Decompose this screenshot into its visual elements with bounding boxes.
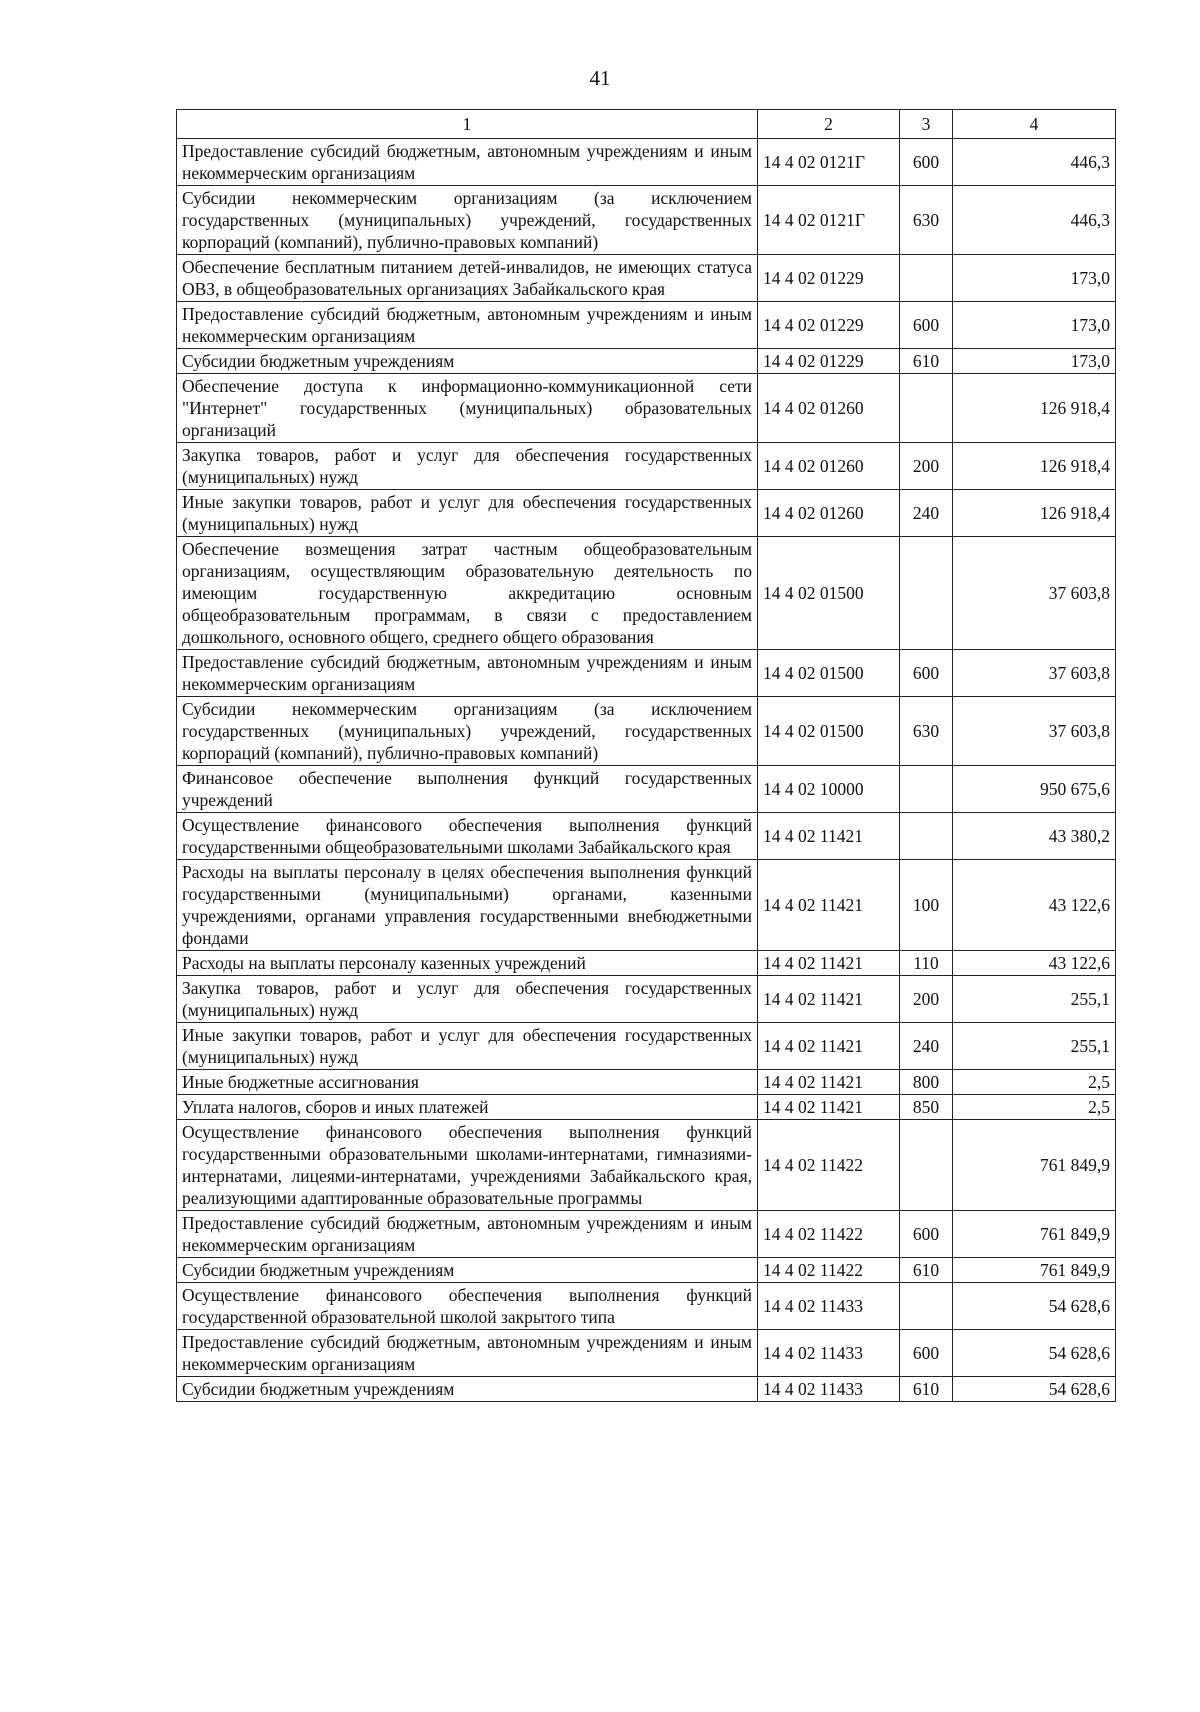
table-row <box>177 697 1116 766</box>
table-row <box>177 443 1116 490</box>
table-row <box>177 186 1116 255</box>
row-sum-cell: 173,0 <box>953 255 1116 302</box>
row-sum-cell: 761 849,9 <box>953 1211 1116 1258</box>
row-kind-cell: 200 <box>900 443 953 490</box>
row-code-cell: 14 4 02 11433 <box>758 1283 900 1330</box>
row-name-cell: Субсидии бюджетным учреждениям <box>177 1377 758 1402</box>
row-name-cell: Закупка товаров, работ и услуг для обеспечения государственных (муниципальных) нужд <box>177 443 758 490</box>
row-name-cell: Обеспечение возмещения затрат частным общеобразовательным организациям, осуществляющим образовательную деятельность по имеющим государственную аккредитацию основным общеобразовательным программам, в связи с предоставлением дошкольного, основного общего, среднего общего образования <box>177 537 758 650</box>
row-kind-cell: 800 <box>900 1070 953 1095</box>
row-code-cell: 14 4 02 01229 <box>758 349 900 374</box>
row-sum-cell: 54 628,6 <box>953 1330 1116 1377</box>
row-code-cell: 14 4 02 01260 <box>758 490 900 537</box>
row-sum-cell: 126 918,4 <box>953 374 1116 443</box>
budget-table <box>176 109 1116 1402</box>
row-code-cell: 14 4 02 11421 <box>758 1023 900 1070</box>
row-sum-cell: 446,3 <box>953 186 1116 255</box>
row-code-cell: 14 4 02 11421 <box>758 1095 900 1120</box>
row-code-cell: 14 4 02 01229 <box>758 255 900 302</box>
table-row <box>177 1377 1116 1402</box>
row-kind-cell: 630 <box>900 697 953 766</box>
row-kind-cell: 600 <box>900 650 953 697</box>
table-header-row <box>177 110 1116 139</box>
row-sum-cell: 54 628,6 <box>953 1377 1116 1402</box>
row-code-cell: 14 4 02 11421 <box>758 860 900 951</box>
row-sum-cell: 43 380,2 <box>953 813 1116 860</box>
row-name-cell: Субсидии некоммерческим организациям (за исключением государственных (муниципальных) учреждений, государственных корпораций (компаний), публично-правовых компаний) <box>177 186 758 255</box>
row-sum-cell: 2,5 <box>953 1095 1116 1120</box>
header-col-sum: 4 <box>953 110 1116 139</box>
row-name-cell: Субсидии некоммерческим организациям (за исключением государственных (муниципальных) учреждений, государственных корпораций (компаний), публично-правовых компаний) <box>177 697 758 766</box>
row-code-cell: 14 4 02 11421 <box>758 1070 900 1095</box>
row-name-cell: Иные бюджетные ассигнования <box>177 1070 758 1095</box>
row-name-cell: Предоставление субсидий бюджетным, автономным учреждениям и иным некоммерческим организациям <box>177 650 758 697</box>
row-sum-cell: 43 122,6 <box>953 951 1116 976</box>
table-row <box>177 976 1116 1023</box>
row-code-cell: 14 4 02 11422 <box>758 1211 900 1258</box>
row-name-cell: Уплата налогов, сборов и иных платежей <box>177 1095 758 1120</box>
row-kind-cell <box>900 1120 953 1211</box>
header-col-kind: 3 <box>900 110 953 139</box>
table-row <box>177 1070 1116 1095</box>
row-name-cell: Осуществление финансового обеспечения выполнения функций государственной образовательной школой закрытого типа <box>177 1283 758 1330</box>
table-row <box>177 537 1116 650</box>
row-name-cell: Обеспечение бесплатным питанием детей-инвалидов, не имеющих статуса ОВЗ, в общеобразовательных организациях Забайкальского края <box>177 255 758 302</box>
row-kind-cell: 850 <box>900 1095 953 1120</box>
row-kind-cell: 600 <box>900 1330 953 1377</box>
row-sum-cell: 255,1 <box>953 976 1116 1023</box>
row-name-cell: Закупка товаров, работ и услуг для обеспечения государственных (муниципальных) нужд <box>177 976 758 1023</box>
row-name-cell: Осуществление финансового обеспечения выполнения функций государственными образовательными школами-интернатами, гимназиями-интернатами, лицеями-интернатами, учреждениями Забайкальского края, реализующими адаптированные образовательные программы <box>177 1120 758 1211</box>
table-row <box>177 951 1116 976</box>
row-name-cell: Осуществление финансового обеспечения выполнения функций государственными общеобразовательными школами Забайкальского края <box>177 813 758 860</box>
row-name-cell: Предоставление субсидий бюджетным, автономным учреждениям и иным некоммерческим организациям <box>177 1211 758 1258</box>
row-name-cell: Предоставление субсидий бюджетным, автономным учреждениям и иным некоммерческим организациям <box>177 302 758 349</box>
row-sum-cell: 54 628,6 <box>953 1283 1116 1330</box>
table-row <box>177 1211 1116 1258</box>
row-kind-cell <box>900 766 953 813</box>
row-kind-cell: 630 <box>900 186 953 255</box>
row-kind-cell: 610 <box>900 1377 953 1402</box>
row-code-cell: 14 4 02 01500 <box>758 537 900 650</box>
row-kind-cell: 110 <box>900 951 953 976</box>
table-row <box>177 1283 1116 1330</box>
header-col-code: 2 <box>758 110 900 139</box>
row-sum-cell: 43 122,6 <box>953 860 1116 951</box>
table-row <box>177 1258 1116 1283</box>
header-col-name: 1 <box>177 110 758 139</box>
table-row <box>177 1120 1116 1211</box>
row-kind-cell: 240 <box>900 1023 953 1070</box>
row-sum-cell: 126 918,4 <box>953 443 1116 490</box>
row-code-cell: 14 4 02 11433 <box>758 1330 900 1377</box>
row-code-cell: 14 4 02 01260 <box>758 443 900 490</box>
table-row <box>177 766 1116 813</box>
table-row <box>177 1095 1116 1120</box>
row-kind-cell: 610 <box>900 349 953 374</box>
row-code-cell: 14 4 02 10000 <box>758 766 900 813</box>
row-sum-cell: 37 603,8 <box>953 537 1116 650</box>
row-code-cell: 14 4 02 01500 <box>758 697 900 766</box>
table-row <box>177 860 1116 951</box>
table-row <box>177 302 1116 349</box>
row-code-cell: 14 4 02 11421 <box>758 951 900 976</box>
row-name-cell: Расходы на выплаты персоналу в целях обеспечения выполнения функций государственными (муниципальными) органами, казенными учреждениями, органами управления государственными внебюджетными фондами <box>177 860 758 951</box>
row-name-cell: Расходы на выплаты персоналу казенных учреждений <box>177 951 758 976</box>
row-code-cell: 14 4 02 11422 <box>758 1120 900 1211</box>
row-code-cell: 14 4 02 01500 <box>758 650 900 697</box>
row-sum-cell: 126 918,4 <box>953 490 1116 537</box>
table-row <box>177 139 1116 186</box>
row-code-cell: 14 4 02 11422 <box>758 1258 900 1283</box>
row-sum-cell: 173,0 <box>953 302 1116 349</box>
row-sum-cell: 37 603,8 <box>953 650 1116 697</box>
row-kind-cell: 600 <box>900 1211 953 1258</box>
row-kind-cell: 240 <box>900 490 953 537</box>
table-row <box>177 349 1116 374</box>
row-kind-cell: 600 <box>900 139 953 186</box>
row-kind-cell <box>900 255 953 302</box>
row-name-cell: Субсидии бюджетным учреждениям <box>177 1258 758 1283</box>
row-sum-cell: 446,3 <box>953 139 1116 186</box>
table-row <box>177 374 1116 443</box>
row-name-cell: Иные закупки товаров, работ и услуг для обеспечения государственных (муниципальных) нужд <box>177 490 758 537</box>
row-sum-cell: 255,1 <box>953 1023 1116 1070</box>
row-code-cell: 14 4 02 11433 <box>758 1377 900 1402</box>
row-kind-cell <box>900 1283 953 1330</box>
table-row <box>177 1330 1116 1377</box>
row-code-cell: 14 4 02 01229 <box>758 302 900 349</box>
row-kind-cell: 610 <box>900 1258 953 1283</box>
row-sum-cell: 761 849,9 <box>953 1120 1116 1211</box>
row-kind-cell <box>900 813 953 860</box>
row-sum-cell: 950 675,6 <box>953 766 1116 813</box>
row-name-cell: Обеспечение доступа к информационно-коммуникационной сети "Интернет" государственных (муниципальных) образовательных организаций <box>177 374 758 443</box>
table-row <box>177 813 1116 860</box>
row-name-cell: Субсидии бюджетным учреждениям <box>177 349 758 374</box>
page-number: 41 <box>589 66 611 90</box>
row-code-cell: 14 4 02 0121Г <box>758 139 900 186</box>
row-sum-cell: 173,0 <box>953 349 1116 374</box>
row-kind-cell: 200 <box>900 976 953 1023</box>
row-code-cell: 14 4 02 11421 <box>758 813 900 860</box>
table-row <box>177 490 1116 537</box>
row-sum-cell: 37 603,8 <box>953 697 1116 766</box>
row-sum-cell: 761 849,9 <box>953 1258 1116 1283</box>
row-code-cell: 14 4 02 11421 <box>758 976 900 1023</box>
row-code-cell: 14 4 02 01260 <box>758 374 900 443</box>
table-row <box>177 650 1116 697</box>
row-code-cell: 14 4 02 0121Г <box>758 186 900 255</box>
table-row <box>177 1023 1116 1070</box>
row-name-cell: Предоставление субсидий бюджетным, автономным учреждениям и иным некоммерческим организациям <box>177 1330 758 1377</box>
row-name-cell: Предоставление субсидий бюджетным, автономным учреждениям и иным некоммерческим организациям <box>177 139 758 186</box>
row-kind-cell <box>900 537 953 650</box>
row-name-cell: Иные закупки товаров, работ и услуг для обеспечения государственных (муниципальных) нужд <box>177 1023 758 1070</box>
row-kind-cell <box>900 374 953 443</box>
row-kind-cell: 100 <box>900 860 953 951</box>
row-name-cell: Финансовое обеспечение выполнения функций государственных учреждений <box>177 766 758 813</box>
row-kind-cell: 600 <box>900 302 953 349</box>
row-sum-cell: 2,5 <box>953 1070 1116 1095</box>
table-row <box>177 255 1116 302</box>
